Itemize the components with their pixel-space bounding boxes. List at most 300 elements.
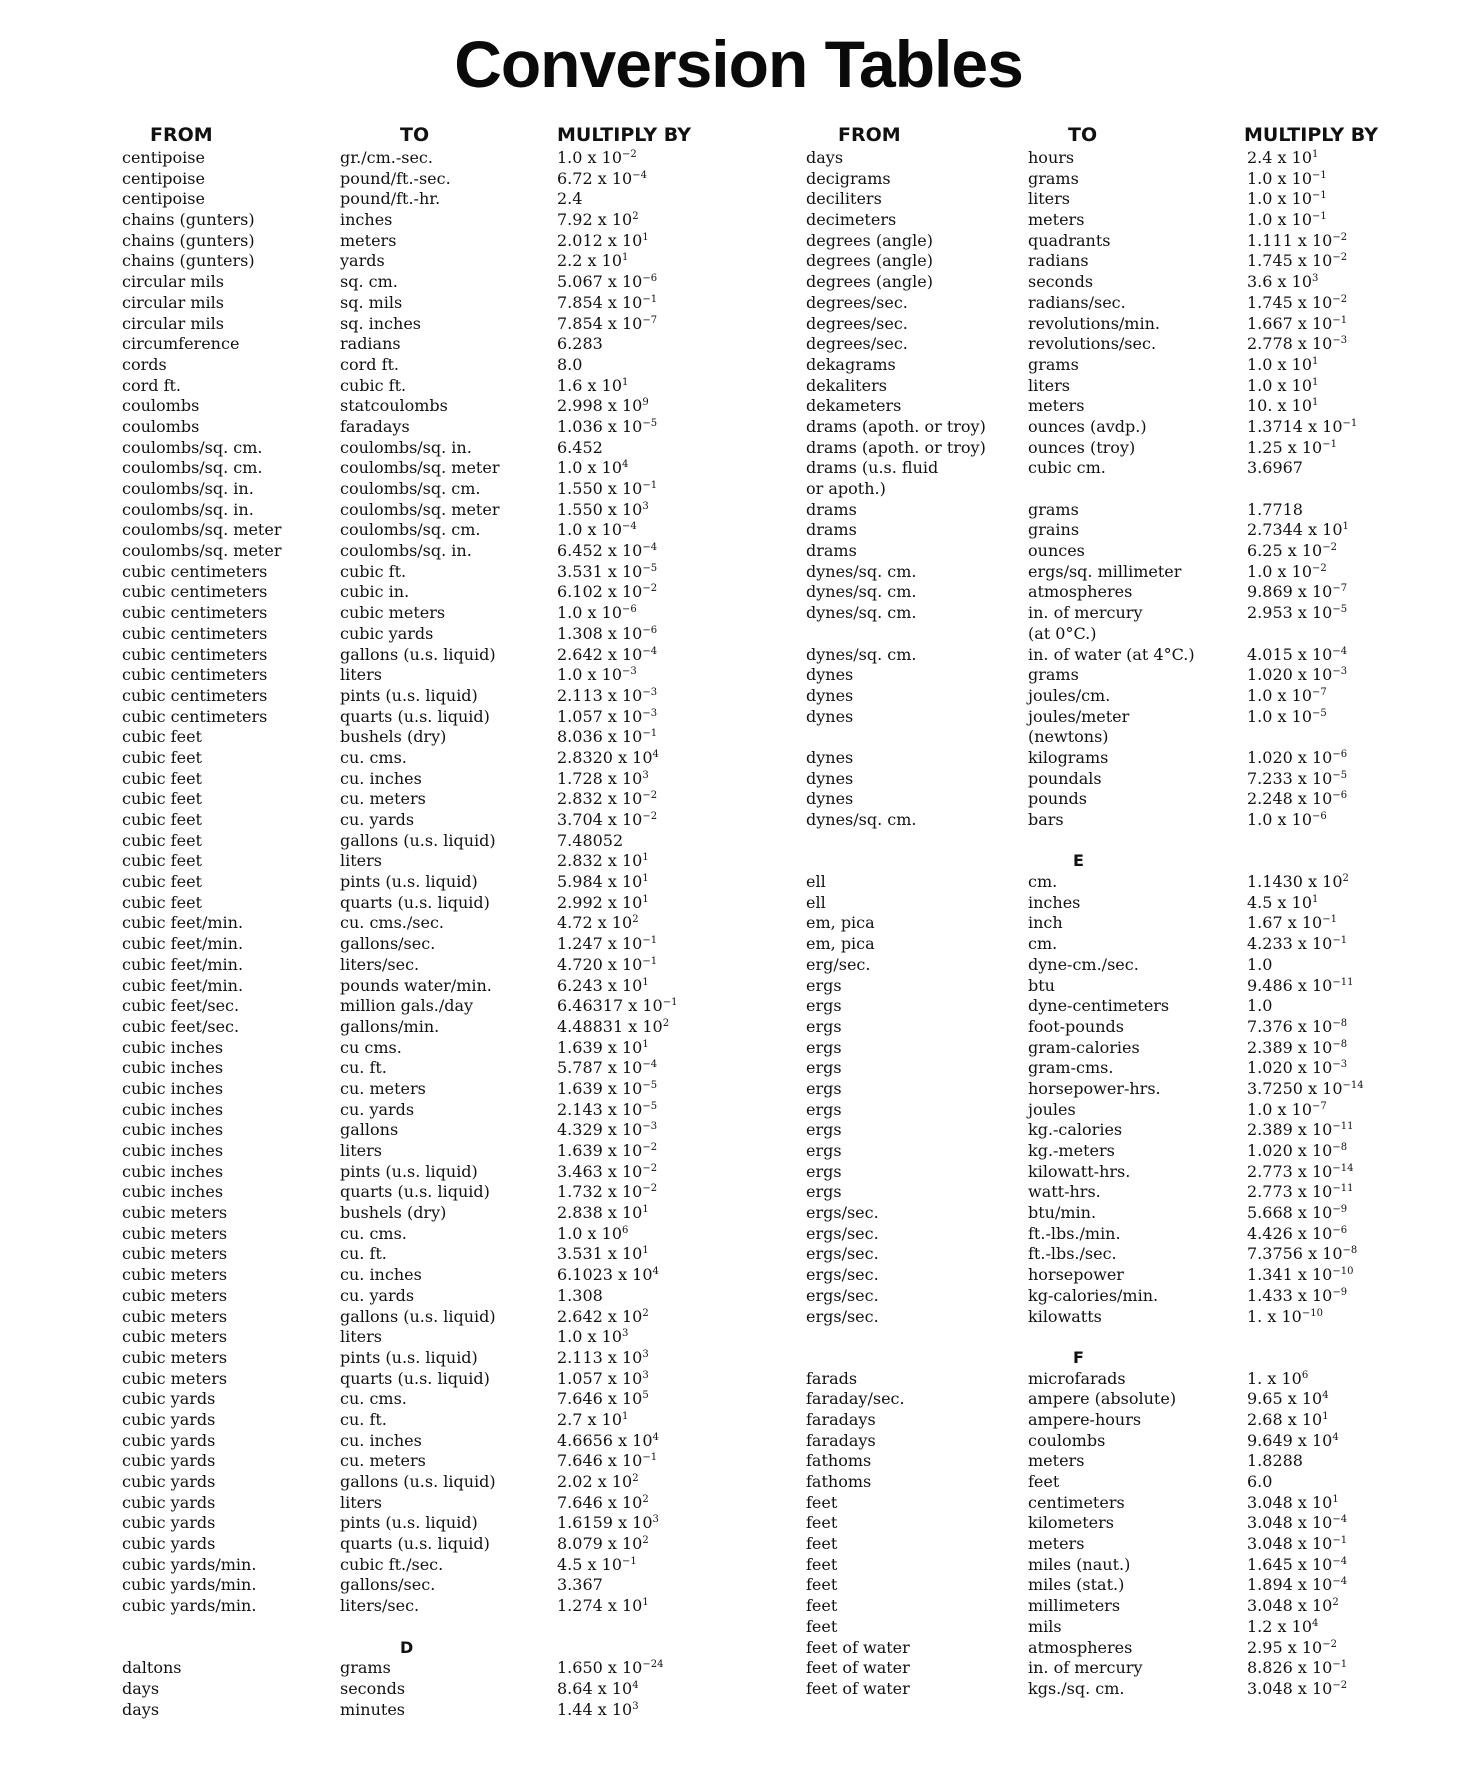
table-row: [0, 1410, 738, 1431]
to-cell: gallons: [340, 1120, 399, 1140]
table-row: [0, 872, 738, 893]
from-cell: farads: [806, 1368, 858, 1388]
to-cell: liters: [340, 665, 382, 685]
to-cell: cord ft.: [340, 354, 400, 374]
to-cell: liters: [340, 1141, 382, 1160]
from-cell: circumference: [122, 334, 240, 354]
table-row: [738, 1182, 1477, 1203]
table-row: [0, 1369, 738, 1390]
from-cell: erg/sec.: [806, 954, 871, 974]
to-cell: dyne-cm./sec.: [1028, 954, 1139, 974]
table-row: [0, 996, 738, 1017]
from-cell: dekaliters: [806, 375, 887, 395]
to-cell: radians: [340, 334, 401, 354]
to-cell: horsepower-hrs.: [1028, 1078, 1161, 1098]
table-row: [738, 1307, 1477, 1328]
from-cell: cubic yards: [122, 1451, 216, 1471]
multiply-cell: 1.745 x $10^{-2}$: [1247, 292, 1348, 312]
table-row: [0, 1493, 738, 1514]
to-cell: cu. cms.: [340, 747, 407, 767]
from-cell: feet of water: [806, 1658, 910, 1678]
from-cell: cubic inches: [122, 1141, 224, 1160]
table-row: [738, 1493, 1477, 1514]
to-cell: quarts (u.s. liquid): [340, 1182, 490, 1202]
multiply-cell: 7.646 x $10^2$: [557, 1492, 649, 1512]
table-row: [738, 1596, 1477, 1617]
multiply-cell: 1.0 x $10^{-1}$: [1247, 189, 1327, 209]
multiply-cell: 2.773 x $10^{-11}$: [1247, 1182, 1354, 1202]
multiply-cell: 1.0 x $10^{-7}$: [1247, 685, 1327, 705]
table-row: [0, 417, 738, 438]
to-cell: joules/meter: [1028, 706, 1130, 726]
from-cell: ergs/sec.: [806, 1306, 879, 1326]
to-cell: bushels (dry): [340, 727, 447, 747]
to-cell: in. of water (at 4°C.): [1028, 644, 1195, 664]
multiply-cell: 3.048 x $10^{-1}$: [1247, 1534, 1348, 1554]
table-row: [0, 1451, 738, 1472]
to-cell: ounces: [1028, 541, 1085, 561]
multiply-cell: 2.778 x $10^{-3}$: [1247, 334, 1348, 354]
to-cell: statcoulombs: [340, 396, 448, 416]
from-cell: cubic feet: [122, 851, 202, 871]
to-cell: ounces (avdp.): [1028, 416, 1147, 436]
to-cell: in. of mercury: [1028, 603, 1143, 623]
table-row: [738, 541, 1477, 562]
multiply-cell: 4.5 x $10^1$: [1247, 892, 1319, 912]
to-cell: cu. ft.: [340, 1409, 387, 1429]
table-row: [738, 231, 1477, 252]
to-cell: feet: [1028, 1472, 1060, 1491]
multiply-cell: 1.6 x $10^1$: [557, 375, 629, 395]
multiply-cell: 1.111 x $10^{-2}$: [1247, 230, 1348, 250]
multiply-cell: 1.550 x $10^3$: [557, 499, 649, 519]
multiply-cell: 9.65 x $10^4$: [1247, 1389, 1329, 1409]
from-cell: cubic meters: [122, 1265, 228, 1285]
table-row: [738, 272, 1477, 293]
from-cell: cubic meters: [122, 1368, 228, 1388]
multiply-cell: 1.0 x $10^1$: [1247, 375, 1319, 395]
to-cell: liters/sec.: [340, 1596, 420, 1616]
from-cell: cubic feet/min.: [122, 913, 244, 933]
from-cell: ergs: [806, 1161, 842, 1181]
from-cell: ergs: [806, 1016, 842, 1036]
multiply-cell: 2.389 x $10^{-11}$: [1247, 1120, 1354, 1140]
from-cell: cubic yards: [122, 1472, 216, 1491]
multiply-cell: 1.6159 x $10^3$: [557, 1513, 659, 1533]
from-cell: ergs/sec.: [806, 1285, 879, 1305]
multiply-cell: 3.463 x $10^{-2}$: [557, 1161, 658, 1181]
to-cell: kilograms: [1028, 747, 1109, 767]
multiply-cell: 1.639 x $10^{-5}$: [557, 1078, 658, 1098]
multiply-cell: 1.308: [557, 1285, 603, 1305]
to-cell: faradays: [340, 416, 410, 436]
to-cell: meters: [340, 230, 397, 250]
table-row: [738, 1141, 1477, 1162]
table-row: [0, 1431, 738, 1452]
from-cell: decigrams: [806, 168, 891, 188]
from-cell: dekagrams: [806, 354, 896, 374]
multiply-cell: 2.248 x $10^{-6}$: [1247, 789, 1348, 809]
from-cell: feet: [806, 1554, 838, 1574]
table-row: [0, 520, 738, 541]
multiply-cell: 1.274 x $10^1$: [557, 1596, 649, 1616]
table-row: [738, 500, 1477, 521]
table-row: [738, 520, 1477, 541]
from-cell: ergs: [806, 1058, 842, 1078]
multiply-cell: 2.953 x $10^{-5}$: [1247, 603, 1348, 623]
multiply-cell: 3.704 x $10^{-2}$: [557, 810, 658, 829]
from-cell: ergs: [806, 1141, 842, 1160]
table-row: [0, 748, 738, 769]
multiply-cell: 5.067 x $10^{-6}$: [557, 272, 658, 292]
to-cell: grams: [1028, 168, 1079, 188]
section-letter: [738, 851, 1477, 872]
multiply-cell: 1.0 x $10^3$: [557, 1327, 629, 1347]
table-header: [738, 122, 1477, 148]
to-cell: coulombs/sq. meter: [340, 499, 500, 519]
multiply-cell: 8.079 x $10^2$: [557, 1534, 649, 1554]
multiply-cell: 6.1023 x $10^4$: [557, 1265, 659, 1285]
table-row: [0, 231, 738, 252]
from-cell: drams: [806, 499, 857, 519]
multiply-cell: 9.869 x $10^{-7}$: [1247, 582, 1348, 602]
from-cell: cubic yards: [122, 1513, 216, 1533]
multiply-cell: 2.773 x $10^{-14}$: [1247, 1161, 1354, 1181]
to-cell: sq. mils: [340, 292, 403, 312]
table-row: [0, 603, 738, 624]
multiply-cell: 7.854 x $10^{-7}$: [557, 313, 658, 333]
from-cell: cubic meters: [122, 1244, 228, 1264]
from-cell: cubic yards/min.: [122, 1554, 257, 1574]
multiply-cell: 4.48831 x $10^2$: [557, 1016, 670, 1036]
table-row: [0, 1162, 738, 1183]
multiply-cell: 10. x $10^1$: [1247, 396, 1319, 416]
table-row: [738, 417, 1477, 438]
multiply-cell: 1.7718: [1247, 499, 1303, 519]
to-cell: ft.-lbs./min.: [1028, 1223, 1121, 1243]
to-cell: grams: [1028, 354, 1079, 374]
to-cell: liters: [340, 1327, 382, 1347]
from-cell: feet: [806, 1513, 838, 1533]
table-row: [0, 293, 738, 314]
table-row: [0, 1079, 738, 1100]
to-cell: gram-cms.: [1028, 1058, 1114, 1078]
to-cell: meters: [1028, 1451, 1085, 1471]
table-row: [0, 645, 738, 666]
table-row: [0, 1472, 738, 1493]
table-row: [738, 686, 1477, 707]
to-cell: gallons (u.s. liquid): [340, 1306, 496, 1326]
table-row: [738, 314, 1477, 335]
table-row: [738, 1389, 1477, 1410]
multiply-cell: 7.92 x $10^2$: [557, 210, 639, 230]
to-cell: inch: [1028, 913, 1063, 933]
to-header: TO: [400, 124, 430, 146]
table-row: [738, 603, 1477, 624]
table-row: [738, 1451, 1477, 1472]
multiply-cell: 1.0 x $10^{-1}$: [1247, 210, 1327, 230]
from-cell: faradays: [806, 1430, 876, 1450]
table-row: [0, 1307, 738, 1328]
from-cell: circular mils: [122, 292, 224, 312]
to-cell: kg.-calories: [1028, 1120, 1123, 1140]
from-cell: feet: [806, 1575, 838, 1595]
to-cell: pounds: [1028, 789, 1087, 809]
to-cell: coulombs/sq. meter: [340, 458, 500, 478]
to-cell: kg.-meters: [1028, 1141, 1115, 1160]
table-row: [0, 148, 738, 169]
to-cell: poundals: [1028, 768, 1102, 788]
to-cell: watt-hrs.: [1028, 1182, 1101, 1202]
from-cell: drams: [806, 520, 857, 540]
to-cell: minutes: [340, 1699, 406, 1719]
from-cell: drams: [806, 541, 857, 561]
multiply-cell: 7.646 x $10^{-1}$: [557, 1451, 658, 1471]
from-cell: cubic feet/min.: [122, 975, 244, 995]
multiply-cell: 9.649 x $10^4$: [1247, 1430, 1339, 1450]
from-cell: cubic feet: [122, 872, 202, 892]
table-header: [0, 122, 738, 148]
multiply-cell: 4.72 x $10^2$: [557, 913, 639, 933]
to-cell: sq. cm.: [340, 272, 398, 292]
table-row: [0, 582, 738, 603]
to-cell: microfarads: [1028, 1368, 1126, 1388]
from-cell: cubic inches: [122, 1058, 224, 1078]
to-cell: cubic in.: [340, 582, 410, 602]
to-cell: revolutions/min.: [1028, 313, 1160, 333]
table-row: [0, 789, 738, 810]
from-cell: cubic feet: [122, 768, 202, 788]
table-row: [0, 1327, 738, 1348]
to-cell: millimeters: [1028, 1596, 1121, 1616]
multiply-cell: 1.020 x $10^{-8}$: [1247, 1141, 1348, 1160]
multiply-cell: 2.838 x $10^1$: [557, 1203, 649, 1223]
to-cell: hours: [1028, 148, 1075, 167]
right-table: [738, 122, 1477, 1700]
table-row: [0, 1286, 738, 1307]
table-row: [0, 1389, 738, 1410]
table-row: [738, 1617, 1477, 1638]
from-cell: chains (gunters): [122, 210, 255, 230]
table-row: [738, 645, 1477, 666]
from-cell: cubic inches: [122, 1182, 224, 1202]
to-cell: radians/sec.: [1028, 292, 1126, 312]
from-cell: cubic feet/sec.: [122, 1016, 240, 1036]
multiply-cell: 3.367: [557, 1575, 603, 1595]
from-cell: cubic inches: [122, 1120, 224, 1140]
from-cell: feet: [806, 1534, 838, 1554]
to-cell: kilowatts: [1028, 1306, 1102, 1326]
table-row: [738, 934, 1477, 955]
table-row: [738, 396, 1477, 417]
from-cell: cubic yards: [122, 1389, 216, 1409]
to-cell: pints (u.s. liquid): [340, 872, 478, 892]
section-heading: D: [400, 1637, 414, 1657]
table-row: [0, 1182, 738, 1203]
from-cell: cubic yards: [122, 1492, 216, 1512]
from-cell: dynes: [806, 665, 854, 685]
section-heading: F: [1073, 1347, 1084, 1367]
table-row: [0, 189, 738, 210]
table-row: [738, 748, 1477, 769]
multiply-cell: 1.0 x $10^{-2}$: [557, 148, 637, 167]
from-cell: ergs: [806, 1182, 842, 1202]
to-cell: ft.-lbs./sec.: [1028, 1244, 1117, 1264]
multiply-cell: 1.667 x $10^{-1}$: [1247, 313, 1348, 333]
from-cell: ergs/sec.: [806, 1203, 879, 1223]
multiply-cell: 6.25 x $10^{-2}$: [1247, 541, 1337, 561]
table-row: [0, 955, 738, 976]
multiply-cell: 1.036 x $10^{-5}$: [557, 416, 658, 436]
multiply-cell: 7.48052: [557, 830, 624, 850]
table-row: [738, 1472, 1477, 1493]
from-cell: cubic meters: [122, 1347, 228, 1367]
table-row: [738, 1513, 1477, 1534]
to-cell: kgs./sq. cm.: [1028, 1678, 1125, 1698]
table-row: [738, 293, 1477, 314]
to-cell: miles (naut.): [1028, 1554, 1131, 1574]
from-cell: cubic feet: [122, 747, 202, 767]
from-cell: dynes: [806, 706, 854, 726]
from-cell: cubic centimeters: [122, 623, 268, 643]
table-row: [738, 624, 1477, 645]
table-row: [738, 169, 1477, 190]
to-cell: meters: [1028, 1534, 1085, 1554]
table-row: [738, 355, 1477, 376]
from-cell: dynes: [806, 685, 854, 705]
table-row: [738, 148, 1477, 169]
table-row: [738, 376, 1477, 397]
table-row: [738, 769, 1477, 790]
table-row: [738, 562, 1477, 583]
to-cell: quarts (u.s. liquid): [340, 1534, 490, 1554]
table-row: [0, 1348, 738, 1369]
to-cell: ounces (troy): [1028, 437, 1136, 457]
table-row: [0, 1513, 738, 1534]
to-cell: centimeters: [1028, 1492, 1125, 1512]
from-cell: daltons: [122, 1658, 182, 1678]
to-cell: pints (u.s. liquid): [340, 1161, 478, 1181]
spacer: [0, 1617, 738, 1638]
to-cell: radians: [1028, 251, 1089, 271]
multiply-cell: 6.452 x $10^{-4}$: [557, 541, 658, 561]
from-cell: coulombs/sq. meter: [122, 520, 282, 540]
from-cell: cubic meters: [122, 1306, 228, 1326]
multiply-by-header: MULTIPLY BY: [1244, 124, 1378, 146]
table-row: [738, 789, 1477, 810]
multiply-cell: 1.020 x $10^{-3}$: [1247, 1058, 1348, 1078]
table-row: [738, 893, 1477, 914]
multiply-by-header: MULTIPLY BY: [557, 124, 691, 146]
to-cell: btu/min.: [1028, 1203, 1097, 1223]
to-cell: mils: [1028, 1616, 1062, 1636]
table-row: [738, 1369, 1477, 1390]
from-cell: coulombs/sq. cm.: [122, 437, 263, 457]
spacer: [738, 1327, 1477, 1348]
multiply-cell: 1.8288: [1247, 1451, 1303, 1471]
table-row: [0, 1596, 738, 1617]
from-cell: ergs: [806, 996, 842, 1016]
multiply-cell: 1.0 x $10^{-5}$: [1247, 706, 1327, 726]
from-cell: ergs: [806, 975, 842, 995]
table-body: [738, 148, 1477, 1700]
table-row: [0, 1244, 738, 1265]
multiply-cell: 1.44 x $10^3$: [557, 1699, 639, 1719]
table-row: [0, 1700, 738, 1721]
to-cell: cm.: [1028, 872, 1058, 892]
from-cell: fathoms: [806, 1472, 872, 1491]
from-cell: cubic centimeters: [122, 706, 268, 726]
table-row: [0, 169, 738, 190]
table-row: [738, 334, 1477, 355]
from-cell: degrees/sec.: [806, 292, 908, 312]
multiply-cell: 2.4 x $10^1$: [1247, 148, 1319, 167]
multiply-cell: 3.048 x $10^{-2}$: [1247, 1678, 1348, 1698]
to-cell: gallons/sec.: [340, 1575, 436, 1595]
to-cell: grams: [1028, 499, 1079, 519]
table-row: [738, 707, 1477, 728]
table-row: [738, 1120, 1477, 1141]
from-cell: dynes: [806, 747, 854, 767]
to-cell: cu. yards: [340, 1285, 415, 1305]
multiply-cell: 3.048 x $10^{-4}$: [1247, 1513, 1348, 1533]
multiply-cell: 1.0 x $10^{-1}$: [1247, 168, 1327, 188]
table-row: [0, 541, 738, 562]
multiply-cell: 1.0 x $10^{-6}$: [557, 603, 637, 623]
multiply-cell: 5.668 x $10^{-9}$: [1247, 1203, 1348, 1223]
from-cell: dynes/sq. cm.: [806, 810, 917, 829]
to-cell: coulombs/sq. cm.: [340, 520, 481, 540]
to-cell: foot-pounds: [1028, 1016, 1124, 1036]
to-cell: liters: [340, 1492, 382, 1512]
table-row: [0, 251, 738, 272]
to-cell: cu. inches: [340, 1265, 422, 1285]
to-cell: cu. ft.: [340, 1244, 387, 1264]
section-letter: [0, 1638, 738, 1659]
from-cell: dynes: [806, 789, 854, 809]
to-cell: cu. cms./sec.: [340, 913, 444, 933]
table-row: [738, 1244, 1477, 1265]
multiply-cell: 2.113 x $10^3$: [557, 1347, 649, 1367]
table-row: [0, 1658, 738, 1679]
to-cell: cu. inches: [340, 768, 422, 788]
multiply-cell: 2.832 x $10^{-2}$: [557, 789, 658, 809]
multiply-cell: 1.0 x $10^{-3}$: [557, 665, 637, 685]
table-row: [0, 913, 738, 934]
table-row: [0, 479, 738, 500]
table-row: [738, 1638, 1477, 1659]
from-header: FROM: [838, 124, 901, 146]
table-row: [738, 1658, 1477, 1679]
table-body: [0, 148, 738, 1720]
multiply-cell: 1.0: [1247, 954, 1273, 974]
to-cell: cu. cms.: [340, 1223, 407, 1243]
multiply-cell: 1.2 x $10^4$: [1247, 1616, 1319, 1636]
table-row: [738, 1162, 1477, 1183]
to-cell: yards: [340, 251, 385, 271]
to-cell: gallons (u.s. liquid): [340, 1472, 496, 1491]
from-cell: ell: [806, 892, 826, 912]
table-row: [738, 1410, 1477, 1431]
multiply-cell: 2.95 x $10^{-2}$: [1247, 1637, 1337, 1657]
to-cell: quarts (u.s. liquid): [340, 706, 490, 726]
multiply-cell: 1.020 x $10^{-6}$: [1247, 747, 1348, 767]
table-row: [0, 500, 738, 521]
table-row: [0, 1120, 738, 1141]
to-cell: ampere (absolute): [1028, 1389, 1177, 1409]
multiply-cell: 2.8320 x $10^4$: [557, 747, 659, 767]
to-cell: joules/cm.: [1028, 685, 1111, 705]
